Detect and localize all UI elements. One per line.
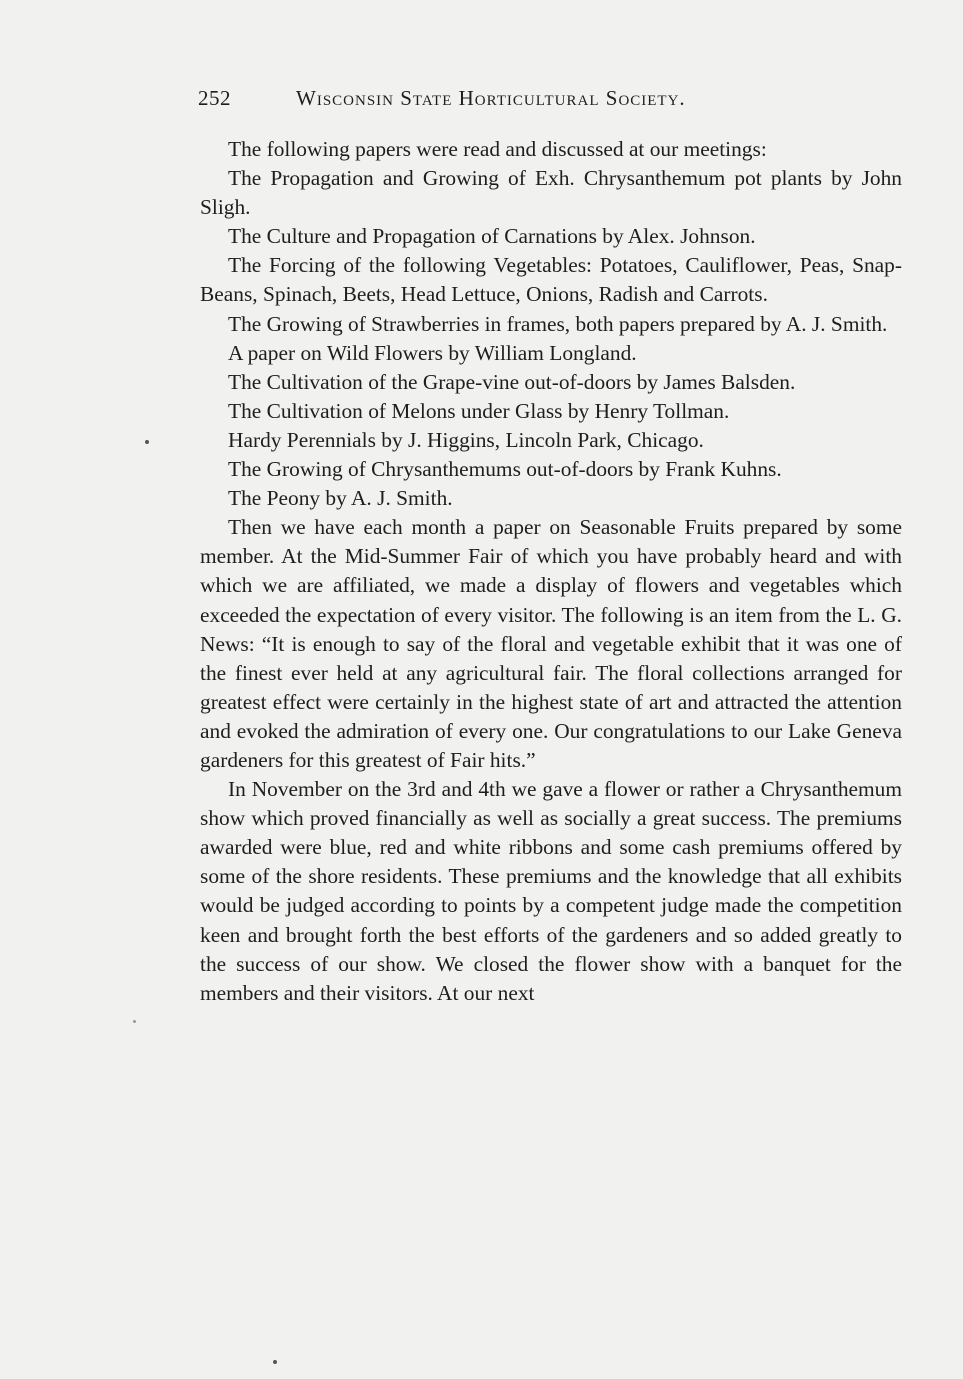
paragraph-chrysanthemum-pot-plants: The Propagation and Growing of Exh. Chrysanthemum pot plants by John Sligh.: [200, 166, 902, 220]
running-header: [198, 86, 898, 111]
paragraph-grape-vine: The Cultivation of the Grape-vine out-of-doors by James Balsden.: [228, 369, 796, 394]
page-number: 252: [198, 86, 231, 110]
paragraph-intro: The following papers were read and discussed at our meetings:: [228, 137, 767, 161]
paragraph-peony: The Peony by A. J. Smith.: [228, 486, 453, 511]
paragraph-chrysanthemum-show: In November on the 3rd and 4th we gave a flower or rather a Chrysanthemum show which proved financially as well as socially a great success. The premiums awarded were blue, red and white ribbons and some cash premiums offered by some of the shore residents. These premiums and the knowledge that all exhibits would be judged according to points by a competent judge made the competition keen and brought forth the best efforts of the gardeners and so added greatly to the success of our show. We closed the flower show with a banquet for the members and their visitors. At our next: [200, 777, 902, 1005]
paragraph-strawberries: The Growing of Strawberries in frames, both papers prepared by A. J. Smith.: [228, 311, 888, 336]
paragraph-seasonable-fruits: Then we have each month a paper on Seasonable Fruits prepared by some member. At the Mid-Summer Fair of which you have probably heard and with which we are affiliated, we made a display of flowers and vegetables which exceeded the expectation of every visitor. The following is an item from the L. G. News: “It is enough to say of the floral and vegetable exhibit that it was one of the finest ever held at any agricultural fair. The floral collections arranged for greatest effect were certainly in the highest state of art and attracted the attention and evoked the admiration of every one. Our congratulations to our Lake Geneva gardeners for this greatest of Fair hits.”: [200, 515, 902, 772]
paragraph-hardy-perennials: Hardy Perennials by J. Higgins, Lincoln Park, Chicago.: [228, 427, 704, 452]
paragraph-forcing-vegetables: The Forcing of the following Vegetables: Potatoes, Cauliflower, Peas, Snap-Beans, Spinach, Beets, Head Lettuce, Onions, Radish and Carrots.: [200, 253, 902, 307]
paragraph-wild-flowers: A paper on Wild Flowers by William Longland.: [228, 340, 637, 365]
paragraph-chrysanthemums-outdoors: The Growing of Chrysanthemums out-of-doors by Frank Kuhns.: [228, 457, 782, 482]
running-title: Wisconsin State Horticultural Society.: [296, 86, 686, 110]
scan-speck: [133, 1020, 136, 1023]
scan-speck: [145, 440, 149, 444]
paragraph-carnations: The Culture and Propagation of Carnations by Alex. Johnson.: [228, 224, 756, 249]
paragraph-melons: The Cultivation of Melons under Glass by Henry Tollman.: [228, 398, 730, 423]
scan-speck: [273, 1360, 277, 1364]
body-text: [200, 135, 902, 1008]
